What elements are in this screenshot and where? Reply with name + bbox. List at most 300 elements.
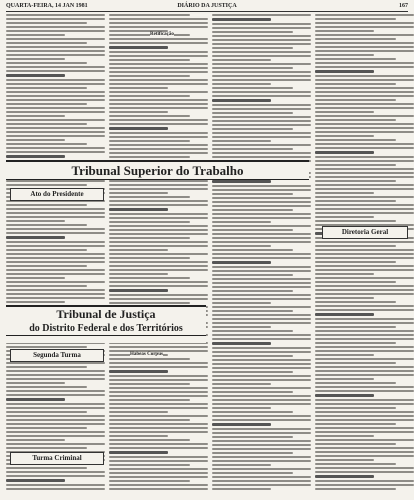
text-line bbox=[315, 326, 396, 328]
text-line bbox=[109, 431, 208, 433]
text-line bbox=[315, 305, 414, 307]
text-line bbox=[212, 140, 271, 142]
text-line bbox=[212, 310, 293, 312]
text-line bbox=[315, 30, 374, 32]
text-line bbox=[6, 241, 105, 243]
text-line bbox=[109, 387, 208, 389]
text-line bbox=[212, 75, 311, 77]
segunda-turma-box: Segunda Turma bbox=[10, 349, 104, 362]
text-line bbox=[109, 370, 168, 373]
turma-criminal-box: Turma Criminal bbox=[10, 452, 104, 465]
text-line bbox=[6, 70, 105, 72]
text-line bbox=[315, 366, 414, 368]
text-line bbox=[212, 136, 311, 138]
text-line bbox=[6, 91, 105, 93]
text-line bbox=[315, 147, 414, 149]
text-line bbox=[6, 95, 105, 97]
text-line bbox=[212, 225, 311, 227]
text-line bbox=[315, 297, 374, 299]
text-line bbox=[212, 112, 293, 114]
text-line bbox=[6, 394, 105, 396]
text-line bbox=[212, 148, 293, 150]
tst-banner bbox=[6, 160, 309, 180]
text-line bbox=[212, 302, 271, 304]
text-line bbox=[315, 459, 374, 461]
text-line bbox=[212, 132, 311, 134]
text-line bbox=[315, 285, 414, 287]
text-line bbox=[6, 184, 87, 186]
text-line bbox=[315, 38, 396, 40]
text-line bbox=[315, 212, 414, 214]
text-line bbox=[6, 220, 65, 222]
text-line bbox=[315, 66, 414, 68]
text-line bbox=[109, 253, 208, 255]
text-line bbox=[212, 432, 311, 434]
text-line bbox=[109, 188, 208, 190]
text-line bbox=[315, 354, 374, 356]
text-line bbox=[212, 193, 293, 195]
running-header bbox=[6, 2, 408, 12]
text-line bbox=[212, 298, 311, 300]
text-line bbox=[6, 431, 105, 433]
df-banner bbox=[6, 305, 206, 343]
text-line bbox=[212, 71, 311, 73]
text-line bbox=[315, 200, 396, 202]
text-line bbox=[109, 358, 190, 360]
text-line bbox=[315, 467, 414, 469]
text-line bbox=[6, 488, 105, 490]
text-line bbox=[212, 55, 311, 57]
text-line bbox=[212, 375, 311, 377]
text-line bbox=[212, 326, 271, 328]
text-line bbox=[315, 330, 414, 332]
text-line bbox=[6, 87, 87, 89]
text-line bbox=[315, 394, 374, 397]
text-line bbox=[109, 107, 208, 109]
text-line bbox=[6, 378, 105, 380]
text-line bbox=[212, 189, 311, 191]
text-line bbox=[315, 443, 396, 445]
text-line bbox=[315, 423, 396, 425]
text-line bbox=[315, 253, 414, 255]
text-line bbox=[109, 488, 208, 490]
text-line bbox=[109, 383, 190, 385]
text-line bbox=[6, 273, 105, 275]
text-line bbox=[212, 23, 311, 25]
text-line bbox=[315, 257, 414, 259]
header-date: QUARTA-FEIRA, 14 JAN 1981 bbox=[6, 3, 88, 9]
text-line bbox=[6, 83, 105, 85]
text-line bbox=[109, 225, 208, 227]
heading-habeas-corpus: Habeas Corpus bbox=[130, 352, 163, 357]
text-line bbox=[315, 245, 396, 247]
text-line bbox=[109, 468, 208, 470]
text-line bbox=[109, 204, 208, 206]
text-line bbox=[109, 419, 190, 421]
text-line bbox=[212, 120, 311, 122]
text-line bbox=[212, 484, 311, 486]
text-line bbox=[109, 79, 208, 81]
text-line bbox=[212, 282, 311, 284]
text-line bbox=[212, 347, 311, 349]
text-line bbox=[212, 338, 311, 340]
text-line bbox=[315, 419, 414, 421]
text-line bbox=[212, 39, 311, 41]
text-line bbox=[212, 116, 311, 118]
text-line bbox=[212, 253, 311, 255]
text-line bbox=[109, 435, 168, 437]
text-line bbox=[315, 293, 414, 295]
text-line bbox=[109, 22, 208, 24]
text-line bbox=[6, 228, 105, 230]
text-line bbox=[109, 456, 208, 458]
text-line bbox=[109, 111, 168, 113]
text-line bbox=[212, 47, 293, 49]
text-line bbox=[212, 403, 311, 405]
text-line bbox=[6, 99, 105, 101]
text-line bbox=[212, 213, 311, 215]
text-line bbox=[6, 224, 87, 226]
text-line bbox=[212, 278, 311, 280]
text-line bbox=[109, 484, 208, 486]
text-line bbox=[212, 128, 293, 130]
text-line bbox=[6, 293, 105, 295]
text-line bbox=[109, 192, 168, 194]
text-line bbox=[212, 67, 293, 69]
column-3 bbox=[212, 14, 311, 496]
text-line bbox=[212, 351, 311, 353]
text-line bbox=[109, 103, 208, 105]
text-line bbox=[6, 362, 105, 364]
text-line bbox=[109, 366, 208, 368]
text-line bbox=[6, 74, 65, 77]
text-line bbox=[315, 289, 414, 291]
text-line bbox=[212, 241, 311, 243]
text-line bbox=[315, 480, 414, 482]
text-line bbox=[6, 131, 105, 133]
text-line bbox=[6, 208, 105, 210]
text-line bbox=[6, 439, 65, 441]
text-line bbox=[315, 208, 414, 210]
text-line bbox=[212, 270, 311, 272]
text-line bbox=[315, 87, 414, 89]
text-line bbox=[315, 160, 414, 162]
text-line bbox=[315, 370, 414, 372]
text-line bbox=[315, 18, 396, 20]
text-line bbox=[315, 70, 374, 73]
text-line bbox=[109, 229, 208, 231]
text-line bbox=[6, 427, 87, 429]
text-line bbox=[109, 379, 208, 381]
text-line bbox=[212, 367, 311, 369]
text-line bbox=[212, 233, 311, 235]
text-line bbox=[212, 14, 311, 16]
text-line bbox=[315, 184, 414, 186]
text-line bbox=[6, 423, 105, 425]
text-line bbox=[315, 62, 414, 64]
text-line bbox=[315, 123, 414, 125]
text-line bbox=[6, 301, 65, 303]
header-publication: DIÁRIO DA JUSTIÇA bbox=[177, 3, 237, 9]
text-line bbox=[212, 59, 271, 61]
text-line bbox=[6, 26, 105, 28]
text-line bbox=[212, 423, 271, 426]
text-line bbox=[109, 208, 168, 211]
text-line bbox=[212, 436, 293, 438]
text-line bbox=[6, 180, 105, 182]
text-line bbox=[315, 451, 414, 453]
text-line bbox=[315, 318, 414, 320]
text-line bbox=[109, 115, 190, 117]
text-line bbox=[109, 265, 208, 267]
text-line bbox=[109, 14, 190, 16]
text-line bbox=[6, 111, 105, 113]
text-line bbox=[315, 83, 396, 85]
text-line bbox=[109, 245, 208, 247]
text-line bbox=[109, 241, 208, 243]
text-line bbox=[6, 204, 87, 206]
text-line bbox=[315, 220, 396, 222]
text-line bbox=[315, 14, 414, 16]
text-line bbox=[315, 95, 414, 97]
text-line bbox=[212, 261, 271, 264]
text-line bbox=[6, 22, 87, 24]
text-line bbox=[315, 350, 414, 352]
text-line bbox=[109, 249, 168, 251]
text-line bbox=[109, 67, 208, 69]
text-line bbox=[6, 370, 105, 372]
text-line bbox=[315, 58, 396, 60]
text-line bbox=[315, 111, 374, 113]
text-line bbox=[315, 156, 414, 158]
text-line bbox=[109, 395, 208, 397]
text-line bbox=[212, 391, 293, 393]
text-line bbox=[6, 285, 87, 287]
text-line bbox=[109, 261, 208, 263]
text-line bbox=[212, 359, 311, 361]
text-line bbox=[109, 233, 208, 235]
text-line bbox=[212, 286, 311, 288]
text-line bbox=[315, 431, 414, 433]
text-line bbox=[315, 91, 414, 93]
text-line bbox=[212, 330, 293, 332]
text-line bbox=[212, 27, 311, 29]
text-line bbox=[315, 188, 414, 190]
tst-banner-title: Tribunal Superior do Trabalho bbox=[71, 163, 244, 178]
text-line bbox=[212, 395, 311, 397]
text-line bbox=[6, 249, 87, 251]
text-line bbox=[109, 75, 190, 77]
text-line bbox=[212, 472, 293, 474]
text-line bbox=[6, 139, 65, 141]
text-line bbox=[315, 301, 396, 303]
heading-retificacao: Retificação bbox=[150, 32, 174, 37]
text-line bbox=[6, 475, 105, 477]
text-line bbox=[109, 415, 208, 417]
text-line bbox=[212, 156, 311, 158]
text-line bbox=[6, 151, 105, 153]
text-line bbox=[315, 99, 396, 101]
text-line bbox=[212, 18, 271, 21]
text-line bbox=[212, 290, 293, 292]
text-line bbox=[109, 281, 208, 283]
text-line bbox=[315, 26, 414, 28]
text-line bbox=[109, 472, 208, 474]
text-line bbox=[6, 212, 105, 214]
text-line bbox=[315, 46, 414, 48]
text-line bbox=[109, 346, 208, 348]
text-line bbox=[315, 471, 414, 473]
text-line bbox=[315, 50, 414, 52]
text-line bbox=[315, 135, 374, 137]
text-line bbox=[315, 342, 396, 344]
text-line bbox=[212, 440, 311, 442]
text-line bbox=[109, 184, 208, 186]
text-line bbox=[212, 355, 293, 357]
text-line bbox=[315, 338, 414, 340]
text-line bbox=[109, 26, 208, 28]
text-line bbox=[315, 269, 414, 271]
text-line bbox=[315, 390, 414, 392]
text-line bbox=[6, 265, 87, 267]
text-line bbox=[6, 58, 65, 60]
text-line bbox=[315, 176, 414, 178]
text-line bbox=[109, 180, 208, 182]
text-line bbox=[315, 411, 414, 413]
text-line bbox=[6, 447, 87, 449]
text-line bbox=[315, 127, 414, 129]
text-line bbox=[109, 63, 208, 65]
text-line bbox=[212, 334, 311, 336]
text-line bbox=[6, 471, 105, 473]
text-line bbox=[212, 460, 311, 462]
text-line bbox=[212, 51, 311, 53]
text-line bbox=[109, 213, 208, 215]
text-line bbox=[212, 229, 293, 231]
df-banner-line2: do Distrito Federal e dos Territórios bbox=[29, 323, 183, 334]
text-line bbox=[315, 455, 414, 457]
text-line bbox=[109, 55, 208, 57]
text-line bbox=[6, 66, 105, 68]
text-line bbox=[109, 460, 208, 462]
text-line bbox=[6, 467, 87, 469]
text-line bbox=[212, 387, 311, 389]
text-line bbox=[109, 156, 190, 158]
text-line bbox=[109, 407, 208, 409]
text-line bbox=[212, 399, 311, 401]
text-line bbox=[315, 261, 396, 263]
text-line bbox=[109, 71, 208, 73]
text-line bbox=[315, 407, 396, 409]
text-line bbox=[109, 83, 208, 85]
text-line bbox=[6, 484, 105, 486]
text-line bbox=[212, 468, 311, 470]
text-line bbox=[109, 38, 208, 40]
text-line bbox=[6, 107, 105, 109]
text-line bbox=[109, 144, 208, 146]
text-line bbox=[109, 257, 190, 259]
text-line bbox=[6, 261, 105, 263]
text-line bbox=[315, 192, 374, 194]
page-number: 167 bbox=[399, 3, 408, 9]
text-line bbox=[212, 407, 271, 409]
text-line bbox=[315, 249, 414, 251]
text-line bbox=[109, 427, 208, 429]
text-line bbox=[109, 451, 168, 454]
text-line bbox=[315, 168, 414, 170]
text-line bbox=[6, 143, 87, 145]
text-line bbox=[315, 386, 414, 388]
text-line bbox=[212, 448, 311, 450]
column-2 bbox=[109, 14, 208, 496]
text-line bbox=[212, 464, 271, 466]
text-line bbox=[109, 140, 190, 142]
text-line bbox=[315, 484, 414, 486]
text-line bbox=[6, 216, 105, 218]
text-line bbox=[6, 281, 105, 283]
text-line bbox=[315, 403, 414, 405]
text-line bbox=[212, 205, 311, 207]
text-line bbox=[315, 309, 414, 311]
text-line bbox=[212, 428, 311, 430]
text-line bbox=[109, 221, 190, 223]
text-line bbox=[6, 79, 105, 81]
text-line bbox=[212, 363, 311, 365]
text-line bbox=[6, 346, 87, 348]
text-line bbox=[6, 18, 105, 20]
diretoria-geral-box: Diretoria Geral bbox=[322, 226, 408, 239]
text-line bbox=[315, 475, 374, 478]
text-line bbox=[212, 314, 311, 316]
text-line bbox=[6, 119, 105, 121]
text-line bbox=[6, 62, 87, 64]
text-line bbox=[212, 383, 271, 385]
text-line bbox=[109, 269, 208, 271]
text-line bbox=[315, 415, 414, 417]
text-line bbox=[212, 306, 311, 308]
text-line bbox=[315, 447, 414, 449]
text-line bbox=[212, 43, 311, 45]
text-line bbox=[315, 313, 374, 316]
text-line bbox=[315, 172, 414, 174]
text-line bbox=[6, 123, 87, 125]
text-line bbox=[212, 322, 311, 324]
text-line bbox=[212, 480, 311, 482]
text-line bbox=[212, 294, 311, 296]
text-line bbox=[6, 115, 65, 117]
text-line bbox=[315, 277, 414, 279]
text-line bbox=[212, 488, 271, 490]
text-line bbox=[315, 216, 374, 218]
text-line bbox=[109, 289, 168, 292]
ato-presidente-box: Ato do Presidente bbox=[10, 188, 104, 201]
text-line bbox=[212, 104, 311, 106]
text-line bbox=[109, 119, 208, 121]
text-line bbox=[109, 18, 208, 20]
text-line bbox=[315, 281, 396, 283]
text-line bbox=[109, 123, 208, 125]
text-line bbox=[212, 197, 311, 199]
text-line bbox=[315, 241, 414, 243]
text-line bbox=[109, 132, 208, 134]
text-line bbox=[6, 236, 65, 239]
text-line bbox=[212, 99, 271, 102]
text-line bbox=[6, 232, 105, 234]
text-line bbox=[212, 31, 293, 33]
text-line bbox=[212, 415, 311, 417]
text-line bbox=[109, 464, 190, 466]
text-line bbox=[6, 289, 105, 291]
